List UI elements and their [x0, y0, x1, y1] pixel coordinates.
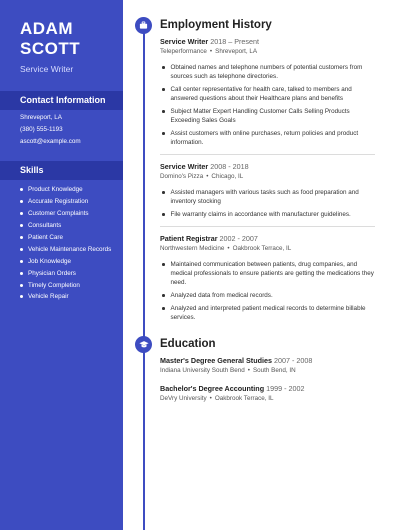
skills-heading: Skills — [0, 161, 123, 180]
bullet-icon — [20, 224, 23, 227]
skill-item — [20, 243, 123, 255]
contact-heading: Contact Information — [0, 91, 123, 110]
bullet-text: Obtained names and telephone numbers of potential customers from sources such as telephone directories. — [170, 64, 363, 80]
job-bullet — [160, 304, 380, 322]
bullet-text: File warranty claims in accordance with manufacturer guidelines. — [170, 211, 351, 218]
bullet-icon — [20, 188, 23, 191]
bullet-icon — [162, 263, 165, 266]
job-role: Service Writer — [160, 162, 209, 171]
job-role: Patient Registrar — [160, 234, 218, 243]
job-role: Service Writer — [160, 37, 209, 46]
bullet-icon — [162, 66, 165, 69]
job-location: Oakbrook Terrace, IL — [232, 245, 292, 252]
contact-location: Shreveport, LA — [20, 114, 63, 121]
bullet-icon — [20, 248, 23, 251]
job-title: Service Writer — [20, 64, 74, 74]
bullet-text: Subject Matter Expert Handling Customer Calls Selling Products Exceeding Sales Goals — [170, 108, 350, 124]
separator-dot-icon: • — [247, 367, 250, 374]
education-school-line — [160, 394, 380, 404]
bullet-icon — [162, 110, 165, 113]
education-school-line — [160, 366, 380, 376]
education-dates: 2007 - 2008 — [273, 356, 313, 365]
bullet-icon — [20, 272, 23, 275]
skill-label: Patient Care — [28, 234, 64, 241]
bullet-icon — [162, 307, 165, 310]
skill-item — [20, 232, 123, 244]
job-location: Shreveport, LA — [215, 48, 258, 55]
bullet-icon — [162, 213, 165, 216]
bullet-text: Call center representative for health care, talked to members and answered questions about their Healthcare plans and benefits — [170, 86, 352, 102]
job-company: Northwestern Medicine — [160, 245, 225, 252]
divider — [160, 226, 375, 227]
separator-dot-icon: • — [209, 48, 213, 55]
job-bullet — [160, 260, 380, 287]
bullet-icon — [20, 284, 23, 287]
education-entry — [160, 384, 380, 404]
education-header — [160, 356, 380, 366]
school-location: South Bend, IN — [252, 367, 296, 374]
skill-label: Timely Completion — [28, 281, 80, 289]
job-company: Domino's Pizza — [160, 173, 204, 180]
degree: Bachelor's Degree Accounting — [160, 384, 265, 393]
skill-label: Physician Orders — [28, 269, 76, 277]
skills-list — [20, 184, 123, 303]
bullet-text: Assist customers with online purchases, return policies and product information. — [170, 130, 359, 146]
job-bullet — [160, 210, 380, 219]
job-company-line — [160, 47, 380, 57]
skill-label: Accurate Registration — [28, 198, 89, 206]
degree: Master's Degree General Studies — [160, 356, 272, 365]
bullet-text: Analyzed and interpreted patient medical records to determine billable services. — [170, 305, 366, 321]
job-bullet — [160, 107, 380, 125]
contact-phone: (380) 555-1193 — [20, 126, 63, 133]
bullet-icon — [162, 88, 165, 91]
job-company-line — [160, 244, 380, 254]
skill-item — [20, 196, 123, 208]
bullet-icon — [20, 212, 23, 215]
job-dates: 2008 - 2018 — [210, 162, 249, 171]
bullet-icon — [20, 260, 23, 263]
education-heading: Education — [160, 338, 216, 350]
briefcase-icon — [135, 17, 152, 34]
skill-item — [20, 291, 123, 303]
employment-heading: Employment History — [160, 19, 272, 31]
skill-item — [20, 267, 123, 279]
last-name: SCOTT — [20, 39, 81, 58]
first-name: ADAM — [20, 19, 73, 38]
bullet-text: Analyzed data from medical records. — [170, 292, 273, 299]
job-company: Teleperformance — [160, 48, 207, 55]
skill-label: Vehicle Maintenance Records — [28, 245, 112, 253]
bullet-icon — [162, 294, 165, 297]
skill-item — [20, 255, 123, 267]
contact-email: ascott@example.com — [20, 138, 81, 145]
timeline-line — [143, 25, 145, 530]
bullet-icon — [162, 191, 165, 194]
bullet-icon — [20, 295, 23, 298]
skill-label: Product Knowledge — [28, 186, 83, 194]
job-bullet — [160, 63, 380, 81]
skill-label: Job Knowledge — [28, 257, 72, 265]
skill-item — [20, 208, 123, 220]
school: DeVry University — [160, 395, 207, 402]
education-dates: 1999 - 2002 — [266, 384, 305, 393]
job-location: Chicago, IL — [211, 173, 244, 180]
job-company-line — [160, 172, 380, 182]
skill-label: Customer Complaints — [28, 210, 89, 218]
skill-item — [20, 220, 123, 232]
skill-label: Vehicle Repair — [28, 293, 69, 301]
school-location: Oakbrook Terrace, IL — [214, 395, 274, 402]
separator-dot-icon: • — [206, 173, 209, 180]
job-dates: 2002 - 2007 — [219, 234, 258, 243]
skill-item — [20, 184, 123, 196]
graduation-cap-icon — [135, 336, 152, 353]
job-entry — [160, 234, 380, 322]
bullet-text: Assisted managers with various tasks such as food preparation and inventory stocking — [170, 189, 359, 205]
skill-label: Consultants — [28, 222, 62, 230]
job-bullet — [160, 85, 380, 103]
job-bullet — [160, 129, 380, 147]
job-header — [160, 162, 380, 172]
bullet-icon — [20, 236, 23, 239]
separator-dot-icon: • — [209, 395, 212, 402]
job-bullet — [160, 291, 380, 300]
sidebar — [0, 0, 123, 530]
job-dates: 2018 – Present — [210, 37, 259, 46]
divider — [160, 154, 375, 155]
education-header — [160, 384, 380, 394]
school: Indiana University South Bend — [160, 367, 245, 374]
bullet-icon — [162, 132, 165, 135]
job-entry — [160, 162, 380, 219]
candidate-name — [20, 19, 80, 59]
separator-dot-icon: • — [227, 245, 230, 252]
skill-item — [20, 279, 123, 291]
bullet-text: Maintained communication between patients, drug companies, and medical professionals to ensure patients are getting the medications they need. — [170, 261, 374, 286]
job-entry — [160, 37, 380, 147]
job-header — [160, 234, 380, 244]
bullet-icon — [20, 200, 23, 203]
education-entry — [160, 356, 380, 376]
job-header — [160, 37, 380, 47]
job-bullet — [160, 188, 380, 206]
